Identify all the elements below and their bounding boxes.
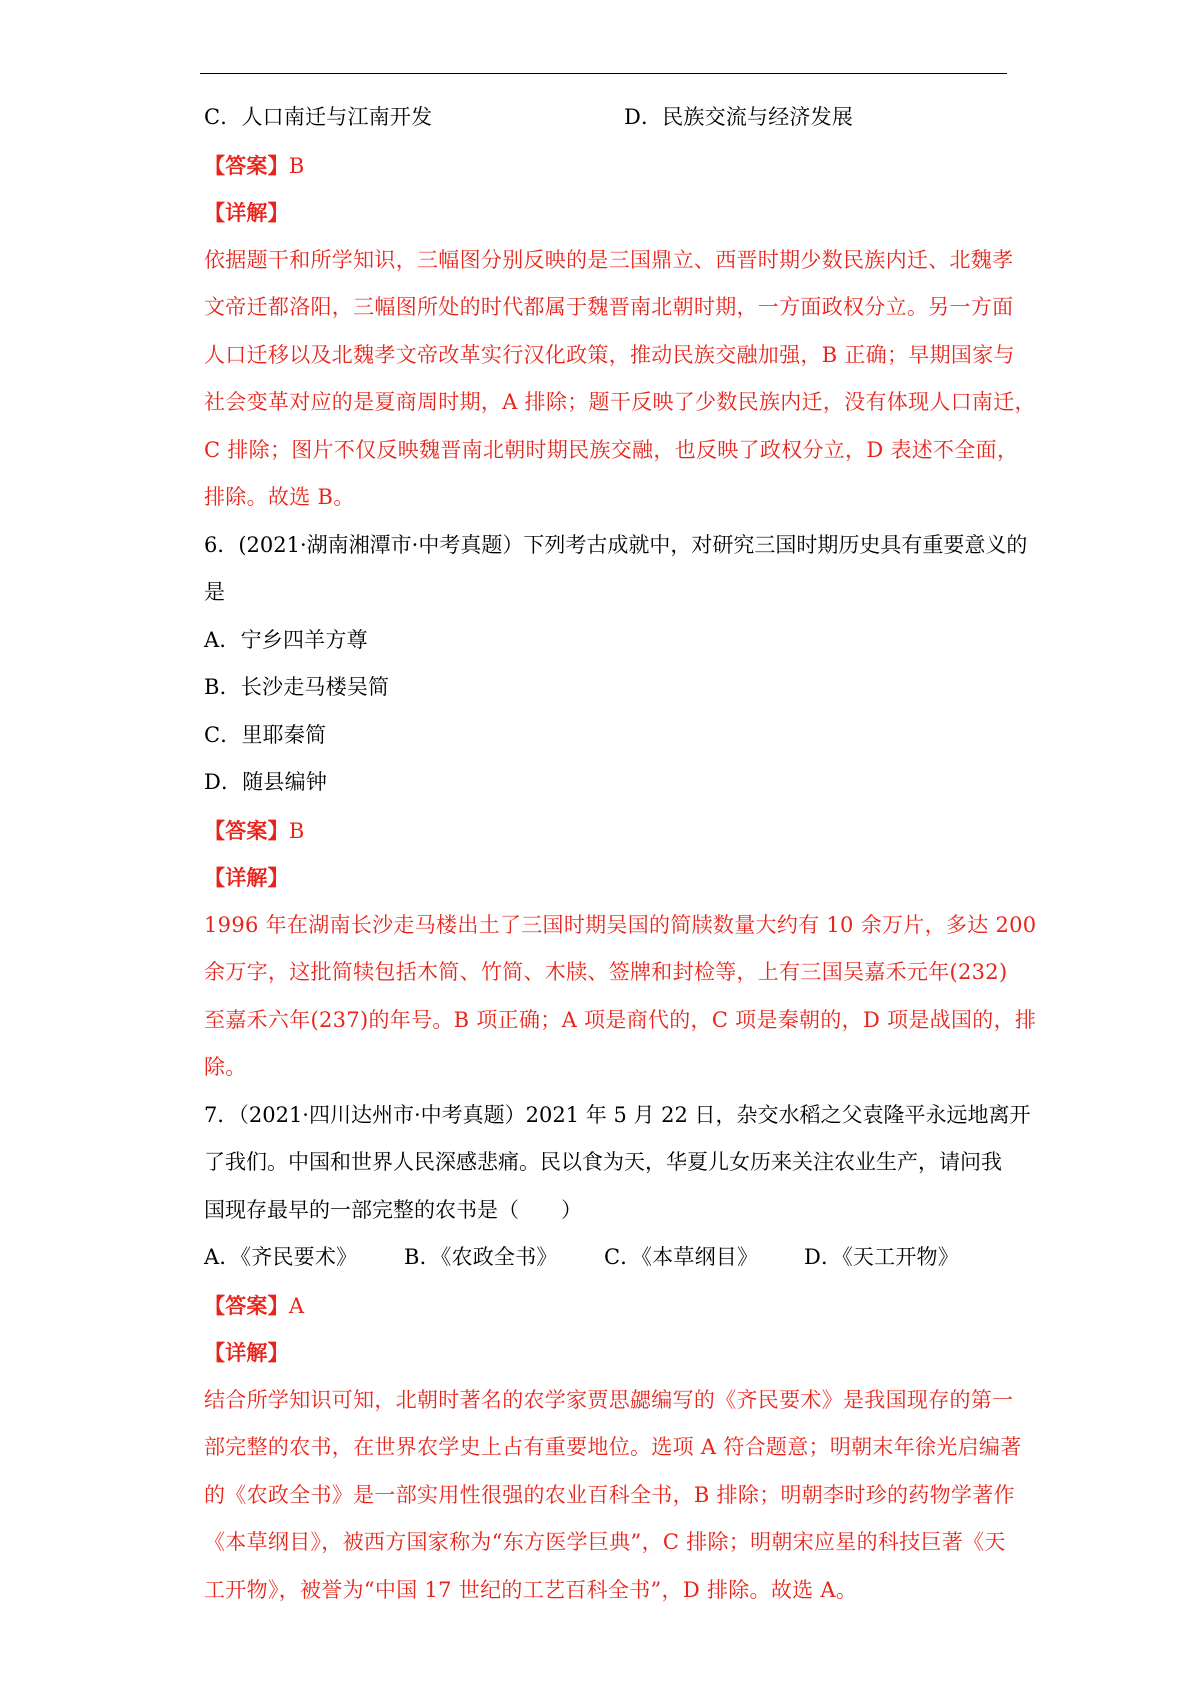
q5-detail-line: C 排除；图片不仅反映魏晋南北朝时期民族交融，也反映了政权分立，D 表述不全面， — [204, 437, 1019, 462]
q7-stem — [204, 1092, 1031, 1235]
q5-answer — [204, 142, 1004, 190]
q7-stem-line: 国现存最早的一部完整的农书是（ ） — [204, 1197, 582, 1222]
q5-detail-heading — [204, 189, 1004, 237]
q6-detail-paragraph — [204, 902, 1037, 1092]
q7-answer-label: 【答案】 — [204, 1292, 289, 1318]
q7-option-c: C．《本草纲目》 — [604, 1245, 759, 1269]
q6-option-b: B．长沙走马楼吴简 — [204, 675, 390, 699]
q7-detail-line: 的《农政全书》是一部实用性很强的农业百科全书，B 排除；明朝李时珍的药物学著作 — [204, 1482, 1015, 1507]
q6-stem-line: 是 — [204, 580, 225, 604]
q6-answer — [204, 807, 1004, 855]
q6-stem-line: 6．(2021·湖南湘潭市·中考真题）下列考古成就中，对研究三国时期历史具有重要意义的 — [204, 532, 1028, 557]
q7-answer — [204, 1282, 1004, 1330]
q7-option-b: B．《农政全书》 — [404, 1245, 558, 1269]
q5-options-cd — [204, 94, 1004, 142]
q6-detail-line: 余万字，这批简犊包括木简、竹简、木牍、签牌和封检等，上有三国吴嘉禾元年(232) — [204, 960, 1008, 984]
q5-option-d: D．民族交流与经济发展 — [624, 105, 854, 129]
q7-options — [204, 1234, 1004, 1282]
q5-detail-line: 人口迁移以及北魏孝文帝改革实行汉化政策，推动民族交融加强，B 正确；早期国家与 — [204, 342, 1015, 367]
q7-detail-line: 部完整的农书，在世界农学史上占有重要地位。选项 A 符合题意；明朝末年徐光启编著 — [204, 1435, 1022, 1459]
q7-option-d: D．《天工开物》 — [804, 1245, 959, 1269]
q7-detail-line: 工开物》，被誉为“中国 17 世纪的工艺百科全书”，D 排除。故选 A。 — [204, 1577, 858, 1602]
q6-option-d: D．随县编钟 — [204, 770, 328, 794]
q6-detail-line: 至嘉禾六年(237)的年号。B 项正确；A 项是商代的，C 项是秦朝的，D 项是战国的，排 — [204, 1007, 1037, 1032]
q7-option-a: A．《齐民要术》 — [204, 1245, 358, 1269]
q6-answer-label: 【答案】 — [204, 817, 289, 843]
header-rule — [200, 73, 1007, 74]
q7-answer-value: A — [288, 1293, 305, 1318]
q6-detail-line: 1996 年在湖南长沙走马楼出土了三国时期吴国的简牍数量大约有 10 余万片，多达 200 — [204, 912, 1037, 937]
q7-detail-line: 《本草纲目》，被西方国家称为“东方医学巨典”，C 排除；明朝宋应星的科技巨著《天 — [204, 1530, 1006, 1554]
q5-detail-line: 社会变革对应的是夏商周时期，A 排除；题干反映了少数民族内迁，没有体现人口南迁， — [204, 390, 1036, 414]
q6-option-c: C．里耶秦简 — [204, 722, 327, 747]
q5-option-c: C．人口南迁与江南开发 — [204, 105, 433, 129]
q6-detail-line: 除。 — [204, 1055, 247, 1079]
q6-stem — [204, 522, 1028, 617]
q6-detail-label: 【详解】 — [204, 865, 289, 890]
q5-answer-value: B — [288, 153, 305, 178]
q6-option-a: A．宁乡四羊方尊 — [204, 627, 368, 652]
q5-detail-line: 依据题干和所学知识，三幅图分别反映的是三国鼎立、西晋时期少数民族内迁、北魏孝 — [204, 247, 1014, 272]
q7-stem-line: 7．（2021·四川达州市·中考真题）2021 年 5 月 22 日，杂交水稻之父袁隆平永远地离开 — [204, 1102, 1031, 1127]
q5-detail-line: 排除。故选 B。 — [204, 485, 355, 509]
q5-answer-label: 【答案】 — [204, 152, 289, 178]
q7-detail-heading — [204, 1329, 1004, 1377]
q6-answer-value: B — [288, 818, 305, 843]
q5-detail-paragraph — [204, 237, 1036, 522]
q5-detail-label: 【详解】 — [204, 200, 289, 225]
q7-detail-paragraph — [204, 1377, 1022, 1615]
q7-detail-line: 结合所学知识可知，北朝时著名的农学家贾思勰编写的《齐民要术》是我国现存的第一 — [204, 1387, 1014, 1412]
q7-stem-line: 了我们。中国和世界人民深感悲痛。民以食为天，华夏儿女历来关注农业生产，请问我 — [204, 1150, 1002, 1174]
q7-detail-label: 【详解】 — [204, 1340, 289, 1365]
q6-detail-heading — [204, 854, 1004, 902]
document-content — [204, 94, 1037, 1614]
q5-detail-line: 文帝迁都洛阳，三幅图所处的时代都属于魏晋南北朝时期，一方面政权分立。另一方面 — [204, 295, 1014, 319]
